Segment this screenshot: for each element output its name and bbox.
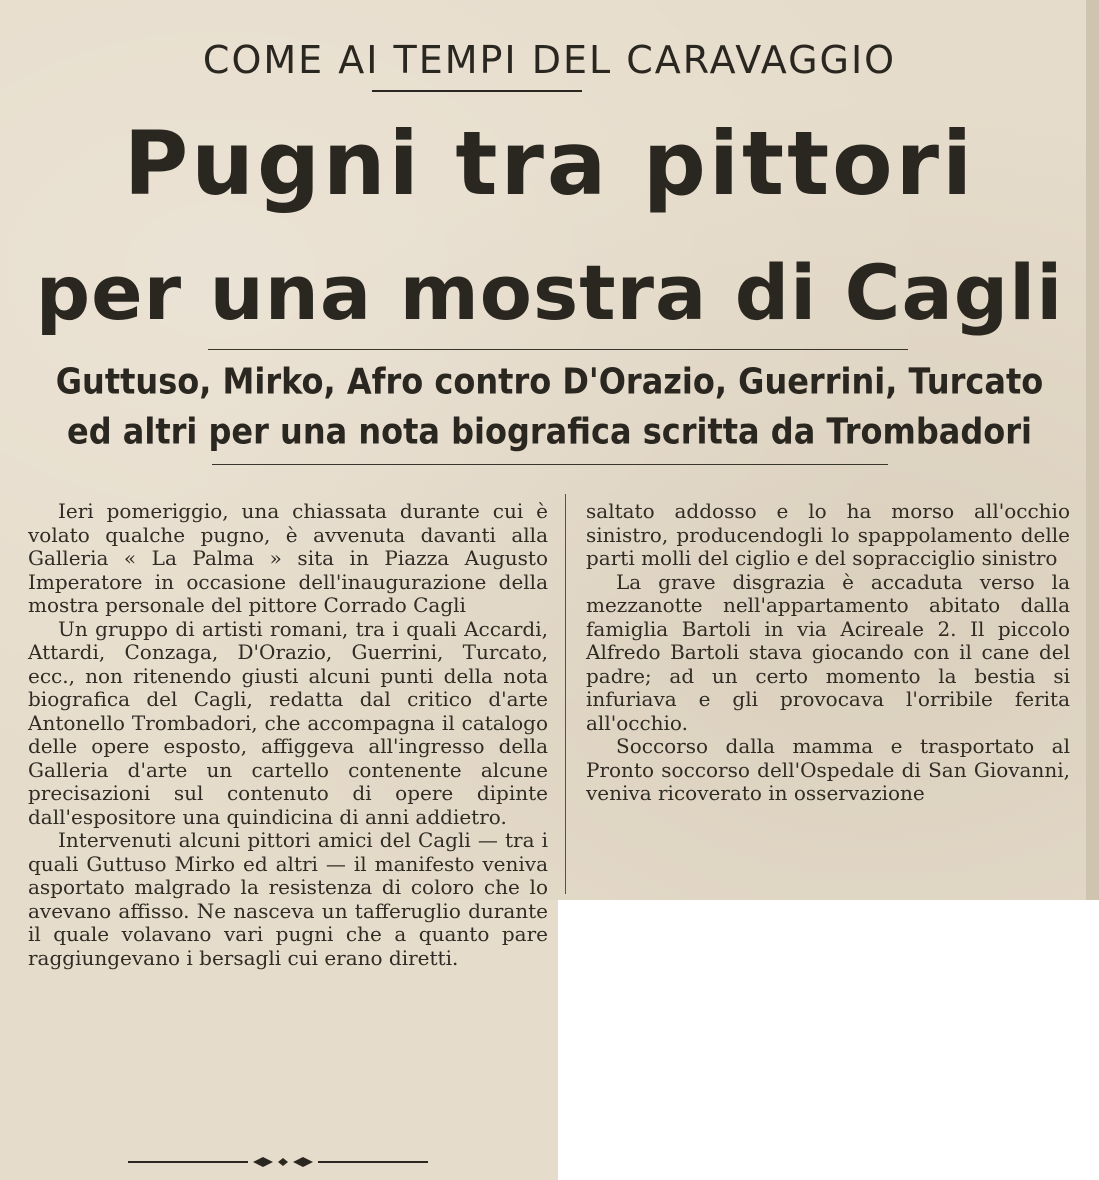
- headline-line-2: per una mostra di Cagli: [35, 248, 1064, 337]
- headline-line-1: Pugni tra pittori: [123, 112, 976, 215]
- kicker-underline: [372, 90, 582, 92]
- paragraph: Un gruppo di artisti romani, tra i quali Accardi, Attardi, Conzaga, D'Orazio, Guerrini, Turcato, ecc., non ritenendo giusti alcuni punti della nota biografica del Cagli, redatta dal critico d'arte Antonello Trombadori, che accompagna il catalogo delle opere esposto, affiggeva all'ingresso della Galleria d'arte un cartello contenente alcune precisazioni sul contenuto di opere dipinte dall'espositore una quindicina di anni addietro.: [28, 616, 548, 829]
- paragraph: La grave disgrazia è accaduta verso la mezzanotte nell'appartamento abitato dalla famiglia Bartoli in via Acireale 2. Il piccolo Alfredo Bartoli stava giocando con il cane del padre; ad un certo momento la bestia si infuriava e gli provocava l'orribile ferita all'occhio.: [586, 569, 1070, 735]
- paragraph: Intervenuti alcuni pittori amici del Cagli — tra i quali Guttuso Mirko ed altri — il manifesto veniva asportato malgrado la resistenza di coloro che lo avevano affisso. Ne nasceva un tafferuglio durante il quale volavano vari pugni che a quanto pare raggiungevano i bersagli cui erano diretti.: [28, 828, 548, 970]
- article-column-left: [28, 500, 548, 970]
- article-kicker: COME AI TEMPI DEL CARAVAGGIO: [202, 38, 897, 82]
- article-column-right: [586, 500, 1070, 806]
- deck-line-2: ed altri per una nota biografica scritta da Trombadori: [67, 409, 1032, 453]
- paragraph: Ieri pomeriggio, una chiassata durante cui è volato qualche pugno, è avvenuta davanti alla Galleria « La Palma » sita in Piazza Augusto Imperatore in occasione dell'inaugurazione della mostra personale del pittore Corrado Cagli: [28, 499, 548, 617]
- headline-divider: [208, 349, 908, 350]
- paragraph: saltato addosso e lo ha morso all'occhio sinistro, producendogli lo spappolamento delle parti molli del ciglio e del sopracciglio sinistro: [586, 499, 1070, 570]
- end-ornament-icon: [128, 1155, 428, 1169]
- column-separator: [565, 494, 566, 894]
- deck-line-1: Guttuso, Mirko, Afro contro D'Orazio, Guerrini, Turcato: [55, 359, 1044, 403]
- deck-divider: [212, 464, 888, 465]
- paragraph: Soccorso dalla mamma e trasportato al Pronto soccorso dell'Ospedale di San Giovanni, veniva ricoverato in osservazione: [586, 734, 1070, 805]
